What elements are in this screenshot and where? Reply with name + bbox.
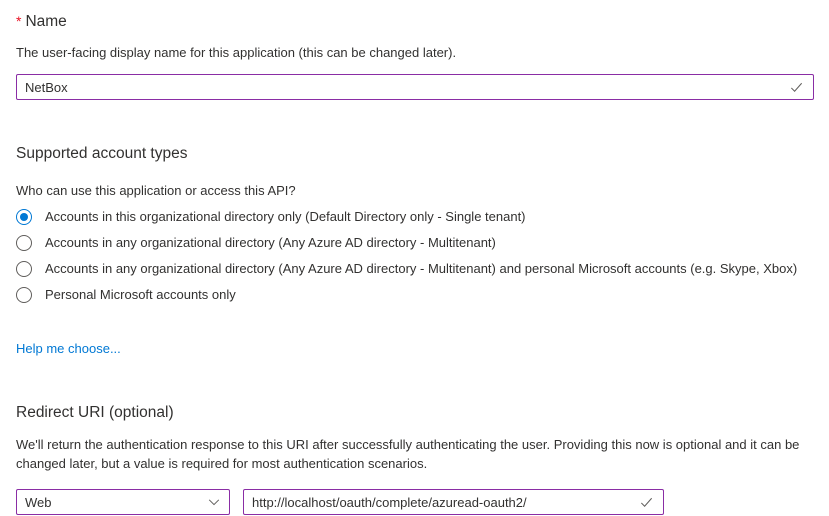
name-description: The user-facing display name for this application (this can be changed later). [16, 45, 457, 60]
redirect-uri-input[interactable] [244, 490, 663, 514]
redirect-uri-input-wrapper [243, 489, 664, 515]
platform-select-value: Web [25, 494, 52, 510]
radio-button-icon[interactable] [16, 261, 32, 277]
radio-option-personal-only[interactable] [16, 287, 814, 303]
name-input[interactable] [17, 75, 813, 99]
redirect-uri-description: We'll return the authentication response to this URI after successfully authenticating the user. Providing this now is optional and it can be changed later, but a value is required for most authentication scenarios. [16, 437, 800, 471]
check-icon [639, 495, 654, 510]
radio-button-icon[interactable] [16, 235, 32, 251]
redirect-uri-title: Redirect URI (optional) [16, 404, 174, 421]
account-types-radio-group [16, 209, 814, 303]
radio-option-label: Accounts in this organizational directory only (Default Directory only - Single tenant) [45, 209, 526, 224]
help-me-choose-link[interactable]: Help me choose... [16, 341, 121, 356]
radio-option-multitenant-personal[interactable] [16, 261, 814, 277]
radio-option-label: Accounts in any organizational directory (Any Azure AD directory - Multitenant) [45, 235, 496, 250]
required-asterisk: * [16, 13, 22, 29]
chevron-down-icon [207, 495, 221, 509]
radio-button-icon[interactable] [16, 209, 32, 225]
name-section-title [16, 11, 814, 32]
check-icon [789, 80, 804, 95]
name-title-text: Name [25, 13, 67, 30]
radio-option-multitenant[interactable] [16, 235, 814, 251]
radio-option-label: Accounts in any organizational directory (Any Azure AD directory - Multitenant) and personal Microsoft accounts (e.g. Skype, Xbox) [45, 261, 798, 276]
account-types-question: Who can use this application or access this API? [16, 183, 296, 198]
radio-button-icon[interactable] [16, 287, 32, 303]
supported-account-types-title: Supported account types [16, 145, 188, 162]
radio-option-label: Personal Microsoft accounts only [45, 287, 236, 302]
radio-option-single-tenant[interactable] [16, 209, 814, 225]
name-input-wrapper [16, 74, 814, 100]
redirect-uri-row [16, 489, 814, 515]
platform-select[interactable] [16, 489, 230, 515]
